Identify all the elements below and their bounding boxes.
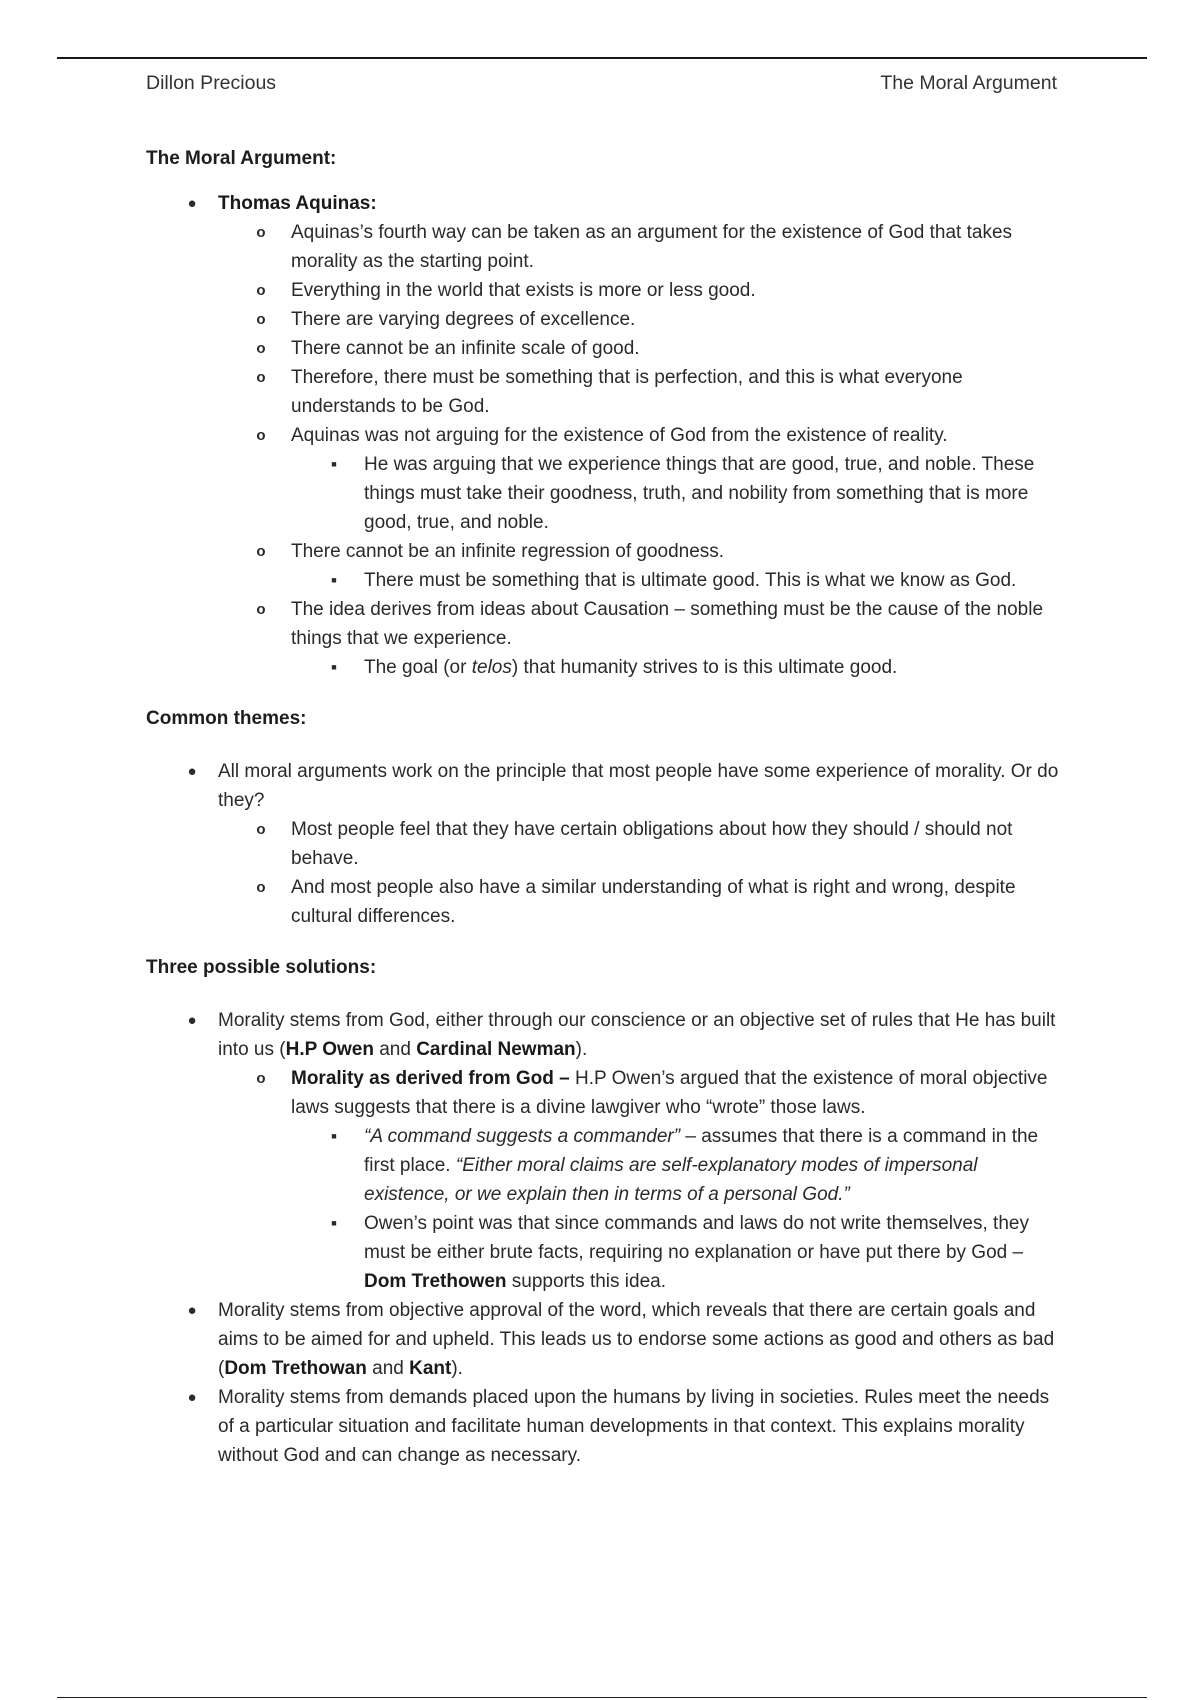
list-item: ● Morality stems from God, either through our conscience or an objective set of rules that He has built into us (H.P Owen and Cardinal Newman). [146, 1006, 1066, 1064]
footer-rule [57, 1697, 1147, 1698]
section-heading-moral-argument: The Moral Argument: [146, 148, 337, 169]
list-item: ● Morality stems from demands placed upon the humans by living in societies. Rules meet the needs of a particular situation and facilitate human developments in that context. This explains morality without God and can change as necessary. [146, 1383, 1066, 1470]
bullet-circle-icon: o [256, 340, 266, 357]
bullet-circle-icon: o [256, 427, 266, 444]
list-item: o And most people also have a similar understanding of what is right and wrong, despite cultural differences. [146, 873, 1066, 931]
document-body [146, 144, 1066, 1470]
bullet-square-icon: ■ [331, 575, 337, 585]
bullet-square-icon: ■ [331, 1218, 337, 1228]
bullet-circle-icon: o [256, 601, 266, 618]
list-item: o Most people feel that they have certain obligations about how they should / should not behave. [146, 815, 1066, 873]
bullet-circle-icon: o [256, 879, 266, 896]
list-item: ■ The goal (or telos) that humanity strives to is this ultimate good. [146, 653, 1066, 682]
list-item [146, 189, 1066, 218]
bullet-dot-icon: ● [187, 763, 197, 780]
list-item: o The idea derives from ideas about Causation – something must be the cause of the noble things that we experience. [146, 595, 1066, 653]
header-title: The Moral Argument [880, 72, 1057, 94]
bullet-circle-icon: o [256, 282, 266, 299]
list-item: o There cannot be an infinite scale of good. [146, 334, 1066, 363]
bullet-dot-icon: ● [187, 195, 197, 212]
list-item: ■ “A command suggests a commander” – assumes that there is a command in the first place. “Either moral claims are self-explanatory modes of impersonal existence, or we explain then in terms of a personal God.” [146, 1122, 1066, 1209]
bullet-dot-icon: ● [187, 1389, 197, 1406]
list-item: o Everything in the world that exists is more or less good. [146, 276, 1066, 305]
list-item: o There are varying degrees of excellence. [146, 305, 1066, 334]
bullet-circle-icon: o [256, 821, 266, 838]
page-header [146, 72, 1057, 102]
list-item: o Aquinas’s fourth way can be taken as an argument for the existence of God that takes morality as the starting point. [146, 218, 1066, 276]
bullet-dot-icon: ● [187, 1302, 197, 1319]
header-rule [57, 57, 1147, 59]
bullet-circle-icon: o [256, 1070, 266, 1087]
themes-list [146, 757, 1066, 931]
header-author: Dillon Precious [146, 72, 277, 94]
bullet-square-icon: ■ [331, 662, 337, 672]
bullet-circle-icon: o [256, 543, 266, 560]
bullet-circle-icon: o [256, 369, 266, 386]
bullet-circle-icon: o [256, 311, 266, 328]
list-item: ■ There must be something that is ultimate good. This is what we know as God. [146, 566, 1066, 595]
list-item: o There cannot be an infinite regression of goodness. [146, 537, 1066, 566]
section-heading-common-themes: Common themes: [146, 708, 307, 729]
bullet-circle-icon: o [256, 224, 266, 241]
list-item: o Morality as derived from God – H.P Owen’s argued that the existence of moral objective laws suggests that there is a divine lawgiver who “wrote” those laws. [146, 1064, 1066, 1122]
list-item: o Therefore, there must be something that is perfection, and this is what everyone understands to be God. [146, 363, 1066, 421]
aquinas-list [146, 189, 1066, 682]
bullet-square-icon: ■ [331, 1131, 337, 1141]
section-heading-solutions: Three possible solutions: [146, 957, 377, 978]
bullet-square-icon: ■ [331, 459, 337, 469]
list-item: ● Morality stems from objective approval of the word, which reveals that there are certain goals and aims to be aimed for and upheld. This leads us to endorse some actions as good and others as bad (Dom Trethowan and Kant). [146, 1296, 1066, 1383]
list-item: o Aquinas was not arguing for the existence of God from the existence of reality. [146, 421, 1066, 450]
list-item: ● All moral arguments work on the principle that most people have some experience of morality. Or do they? [146, 757, 1066, 815]
aquinas-label: Thomas Aquinas: [218, 193, 377, 214]
solutions-list [146, 1006, 1066, 1470]
list-item: ■ Owen’s point was that since commands and laws do not write themselves, they must be either brute facts, requiring no explanation or have put there by God – Dom Trethowen supports this idea. [146, 1209, 1066, 1296]
list-item: ■ He was arguing that we experience things that are good, true, and noble. These things must take their goodness, truth, and nobility from something that is more good, true, and noble. [146, 450, 1066, 537]
bullet-dot-icon: ● [187, 1012, 197, 1029]
